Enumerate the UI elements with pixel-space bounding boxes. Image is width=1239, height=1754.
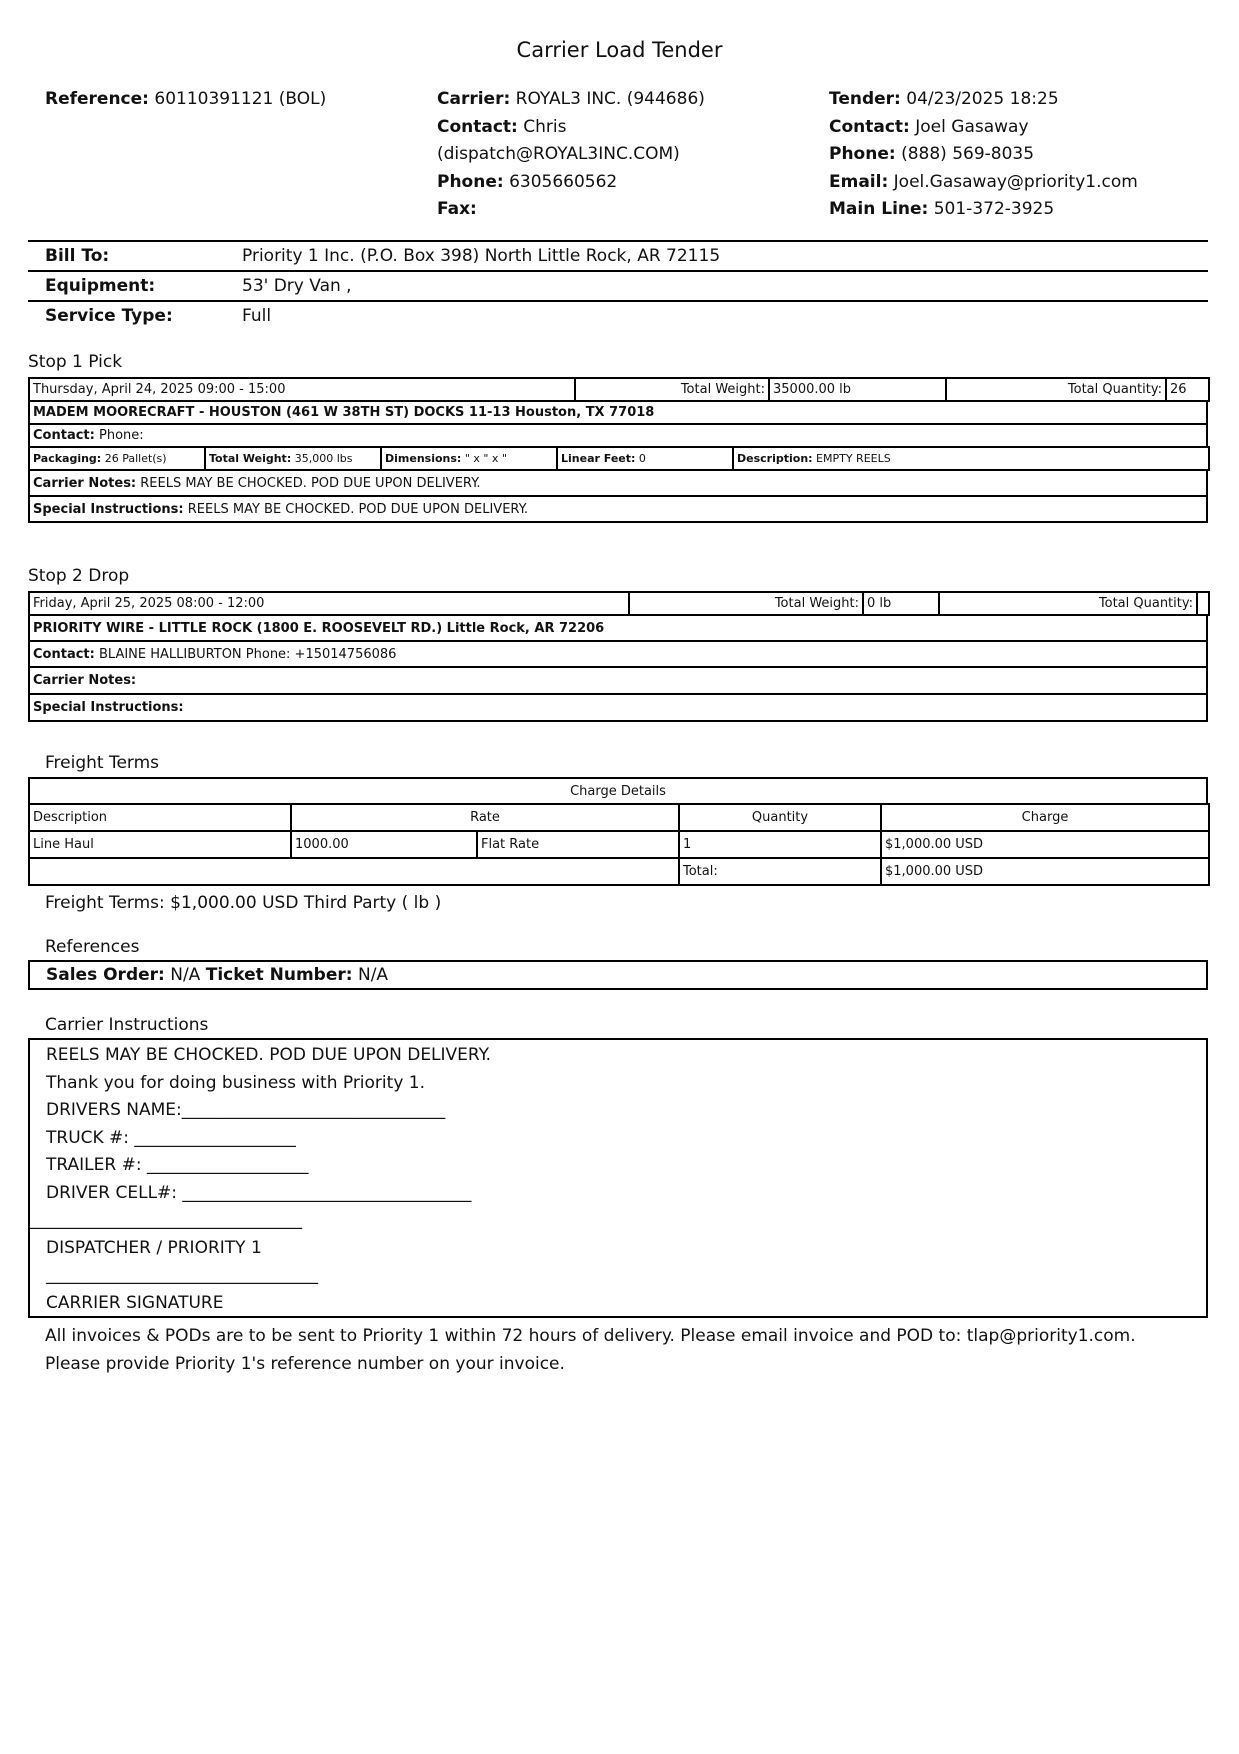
bill-to-label: Bill To: xyxy=(45,246,110,266)
line-rate-type: Flat Rate xyxy=(477,831,679,858)
stop1-weight-value: 35,000 lbs xyxy=(294,452,353,465)
stop2-contact-label: Contact: xyxy=(33,646,95,662)
stop1-desc-value: EMPTY REELS xyxy=(816,452,891,465)
line-charge: $1,000.00 USD xyxy=(881,831,1209,858)
stop2-total-weight-value: 0 lb xyxy=(863,592,939,615)
email-value: Joel.Gasaway@priority1.com xyxy=(893,171,1138,192)
contact-value: Joel Gasaway xyxy=(915,116,1029,137)
driver-cell-line: DRIVER CELL#: __________________________________ xyxy=(46,1182,472,1203)
carrier-phone-value: 6305660562 xyxy=(509,171,618,192)
stop2-location: PRIORITY WIRE - LITTLE ROCK (1800 E. ROOSEVELT RD.) Little Rock, AR 72206 xyxy=(29,615,1207,641)
stop2-carrier-notes xyxy=(29,667,1207,694)
stop1-contact xyxy=(29,424,1207,447)
sales-order-label: Sales Order: xyxy=(46,965,165,985)
stop1-packaging-value: 26 Pallet(s) xyxy=(104,452,167,465)
stop1-dimensions-label: Dimensions: xyxy=(385,452,462,465)
stop2-table xyxy=(28,591,1208,722)
carrier-signature-line: ________________________________ xyxy=(46,1265,318,1285)
stop1-special-label: Special Instructions: xyxy=(33,501,184,517)
dispatcher-label: DISPATCHER / PRIORITY 1 xyxy=(46,1237,262,1258)
equipment-value: 53' Dry Van , xyxy=(242,276,352,296)
stop1-weight xyxy=(205,447,381,470)
carrier-value: ROYAL3 INC. (944686) xyxy=(515,89,705,109)
stop1-total-weight-value: 35000.00 lb xyxy=(769,378,946,401)
tender-label: Tender: xyxy=(829,89,901,109)
mainline-label: Main Line: xyxy=(829,199,929,219)
stop1-location: MADEM MOORECRAFT - HOUSTON (461 W 38TH ST) DOCKS 11-13 Houston, TX 77018 xyxy=(29,401,1207,424)
stop2-total-qty-label: Total Quantity: xyxy=(939,592,1197,615)
stop2-date: Friday, April 25, 2025 08:00 - 12:00 xyxy=(29,592,629,615)
col-quantity: Quantity xyxy=(679,804,881,831)
stop2-contact-value: BLAINE HALLIBURTON Phone: +15014756086 xyxy=(98,646,397,662)
carrier-instructions-heading: Carrier Instructions xyxy=(45,1015,209,1035)
carrier-contact-email: (dispatch@ROYAL3INC.COM) xyxy=(437,144,680,164)
col-rate: Rate xyxy=(291,804,679,831)
tender-block xyxy=(829,86,1138,224)
stop2-total-qty-value xyxy=(1197,592,1209,615)
carrier-contact-label: Contact: xyxy=(437,116,518,137)
carrier-signature-label: CARRIER SIGNATURE xyxy=(46,1292,224,1313)
bill-to-row xyxy=(28,242,1208,272)
total-row xyxy=(29,858,1209,885)
page-title: Carrier Load Tender xyxy=(516,38,723,62)
total-label: Total: xyxy=(679,858,881,885)
stop1-carrier-notes-label: Carrier Notes: xyxy=(33,475,137,491)
stop2-special-label: Special Instructions: xyxy=(33,700,184,715)
stop1-packaging xyxy=(29,447,205,470)
ticket-number-label: Ticket Number: xyxy=(205,965,353,985)
col-charge: Charge xyxy=(881,804,1209,831)
reference-block xyxy=(45,86,326,114)
stop2-total-weight-label: Total Weight: xyxy=(629,592,863,615)
reference-value: 60110391121 (BOL) xyxy=(154,89,327,109)
ticket-number-value: N/A xyxy=(357,965,389,985)
stop2-carrier-notes-label: Carrier Notes: xyxy=(33,673,137,688)
references-heading: References xyxy=(45,937,140,957)
bill-to-value: Priority 1 Inc. (P.O. Box 398) North Little Rock, AR 72115 xyxy=(242,246,721,266)
mainline-value: 501-372-3925 xyxy=(933,199,1055,219)
stop1-dimensions xyxy=(381,447,557,470)
stop1-linear-feet xyxy=(557,447,733,470)
carrier-contact-value: Chris xyxy=(523,116,567,137)
stop1-heading: Stop 1 Pick xyxy=(28,352,123,372)
stop1-contact-label: Contact: xyxy=(33,428,95,443)
stop2-heading: Stop 2 Drop xyxy=(28,566,130,586)
stop1-total-weight-label: Total Weight: xyxy=(575,378,769,401)
carrier-instructions-box xyxy=(28,1038,1208,1318)
col-description: Description xyxy=(29,804,291,831)
service-type-value: Full xyxy=(242,306,272,326)
freight-terms-text: Freight Terms: $1,000.00 USD Third Party ( lb ) xyxy=(45,893,442,913)
trailer-number-line: TRAILER #: ___________________ xyxy=(46,1155,309,1175)
total-blank xyxy=(29,858,679,885)
stop1-date: Thursday, April 24, 2025 09:00 - 15:00 xyxy=(29,378,575,401)
stop1-desc-label: Description: xyxy=(737,452,813,465)
equipment-row xyxy=(28,272,1208,302)
truck-number-line: TRUCK #: ___________________ xyxy=(46,1127,296,1148)
tender-value: 04/23/2025 18:25 xyxy=(906,89,1059,109)
stop1-contact-value: Phone: xyxy=(98,428,144,443)
instruction-line: Thank you for doing business with Priority 1. xyxy=(46,1072,425,1093)
line-quantity: 1 xyxy=(679,831,881,858)
reference-label: Reference: xyxy=(45,89,149,109)
stop1-description xyxy=(733,447,1209,470)
stop1-linear-label: Linear Feet: xyxy=(561,452,636,465)
summary-table xyxy=(28,240,1208,330)
references-box xyxy=(28,960,1208,990)
email-label: Email: xyxy=(829,171,889,192)
charge-details-title: Charge Details xyxy=(29,778,1207,804)
service-type-label: Service Type: xyxy=(45,306,173,326)
phone-value: (888) 569-8035 xyxy=(901,144,1035,164)
stop1-carrier-notes xyxy=(29,470,1207,496)
stop2-special-instructions xyxy=(29,694,1207,721)
stop1-special-instructions xyxy=(29,496,1207,522)
charge-details-table xyxy=(28,777,1208,886)
stop1-carrier-notes-value: REELS MAY BE CHOCKED. POD DUE UPON DELIVERY. xyxy=(140,475,481,491)
stop1-weight-label: Total Weight: xyxy=(209,452,292,465)
contact-label: Contact: xyxy=(829,116,910,137)
line-rate: 1000.00 xyxy=(291,831,477,858)
stop2-contact xyxy=(29,641,1207,667)
drivers-name-line: DRIVERS NAME:_______________________________ xyxy=(46,1100,446,1120)
stop1-total-qty-value: 26 xyxy=(1166,378,1209,401)
sales-order-value: N/A xyxy=(170,965,201,985)
stop1-dimensions-value: " x " x " xyxy=(464,452,507,465)
carrier-label: Carrier: xyxy=(437,89,511,109)
carrier-fax-label: Fax: xyxy=(437,199,477,219)
table-row xyxy=(29,831,1209,858)
carrier-block xyxy=(437,86,705,224)
stop1-total-qty-label: Total Quantity: xyxy=(946,378,1166,401)
dispatcher-signature-line: ________________________________ xyxy=(30,1210,302,1230)
stop1-packaging-label: Packaging: xyxy=(33,452,102,465)
equipment-label: Equipment: xyxy=(45,276,156,296)
service-type-row xyxy=(28,302,1208,330)
freight-terms-heading: Freight Terms xyxy=(45,753,160,773)
footer-note: All invoices & PODs are to be sent to Priority 1 within 72 hours of delivery. Please email invoice and POD to: tlap@priority1.com. Please provide Priority 1's reference number on your invoice. xyxy=(45,1326,1136,1374)
instruction-line: REELS MAY BE CHOCKED. POD DUE UPON DELIVERY. xyxy=(46,1045,491,1065)
line-description: Line Haul xyxy=(29,831,291,858)
stop1-table xyxy=(28,377,1208,523)
stop1-linear-value: 0 xyxy=(638,452,646,465)
total-value: $1,000.00 USD xyxy=(881,858,1209,885)
phone-label: Phone: xyxy=(829,144,896,164)
stop1-special-value: REELS MAY BE CHOCKED. POD DUE UPON DELIVERY. xyxy=(187,501,529,517)
carrier-phone-label: Phone: xyxy=(437,171,504,192)
